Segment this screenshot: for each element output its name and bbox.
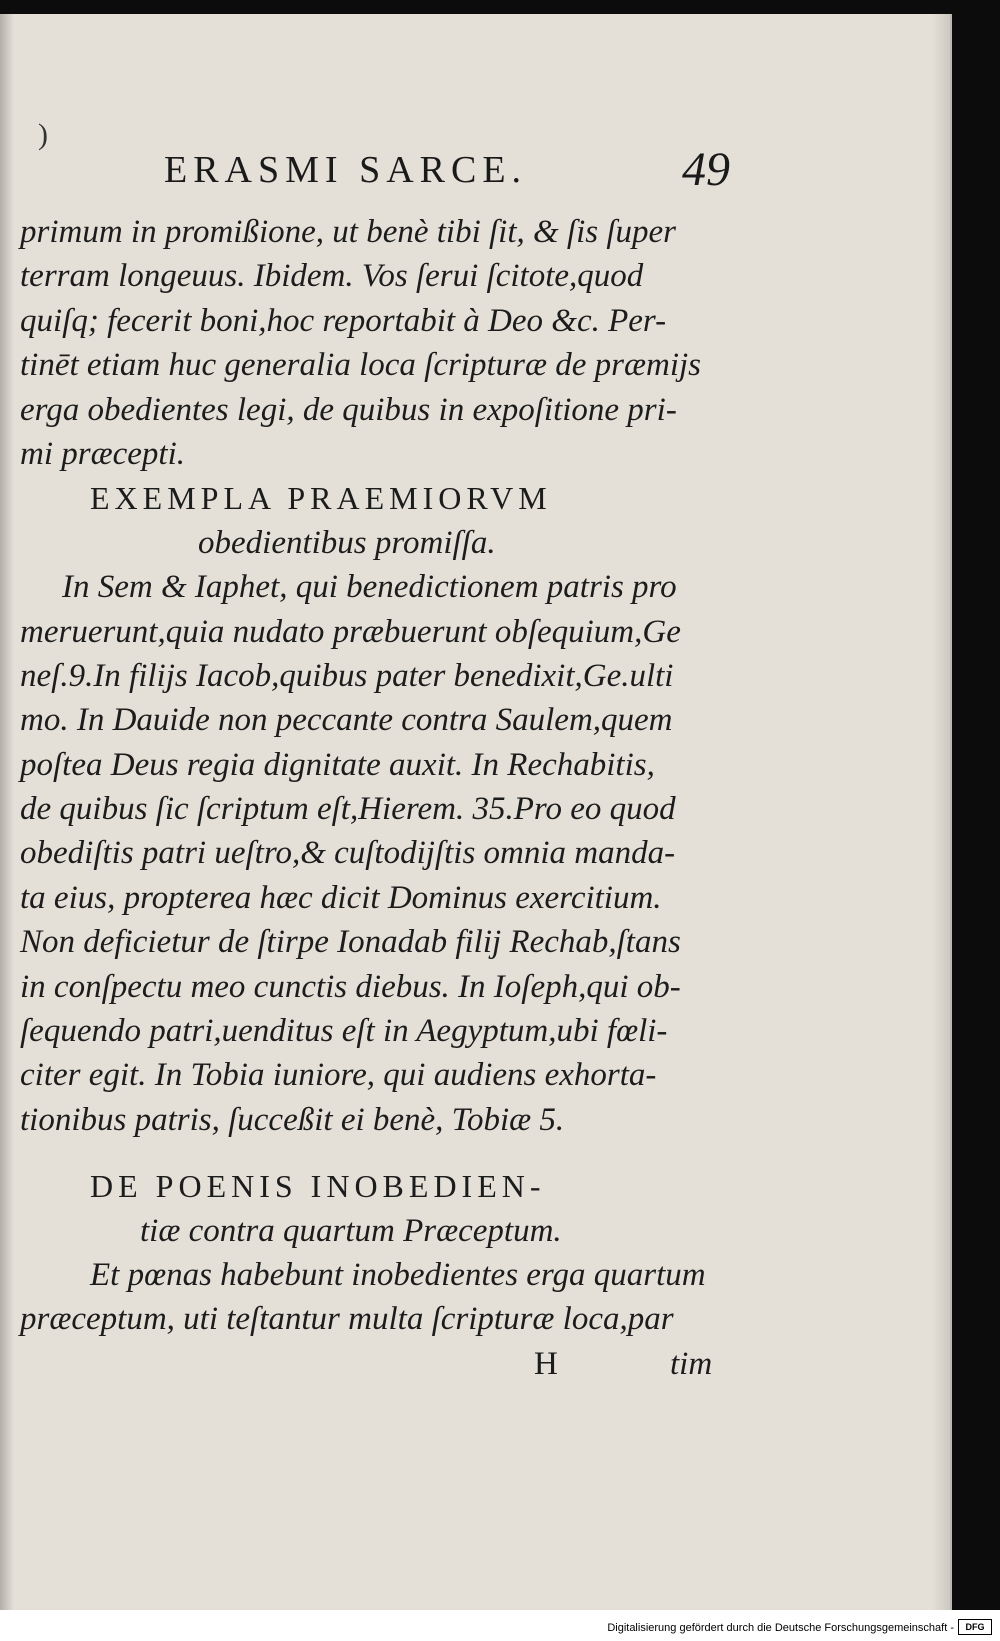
section-heading-poenis: DE POENIS INOBEDIEN- [90,1168,546,1205]
body-text [20,210,736,1386]
text-line: primum in promißione, ut benè tibi ſit, & ſis ſuper [20,214,677,250]
running-head: ERASMI SARCE. [164,149,528,191]
text-line: mi præcepti. [20,435,185,472]
section-heading-exempla: EXEMPLA PRAEMIORVM [90,480,552,517]
section-subheading-exempla: obedientibus promiſſa. [198,524,496,561]
text-line: mo. In Dauide non peccante contra Saulem,quem [20,702,673,739]
text-line: quiſq; fecerit boni,hoc reportabit à Deo &c. Per- [20,302,667,339]
text-line: in conſpectu meo cunctis diebus. In Ioſeph,qui ob- [20,968,681,1005]
text-line: de quibus ſic ſcriptum eſt,Hierem. 35.Pro eo quod [20,791,676,828]
text-line: terram longeuus. Ibidem. Vos ſerui ſcitote,quod [20,258,644,295]
page-number: 49 [682,143,730,196]
digitization-footer [0,1610,1000,1641]
text-line: Non deficietur de ſtirpe Ionadab filij Rechab,ſtans [20,924,681,961]
text-line: meruerunt,quia nudato præbuerunt obſequium,Ge [20,613,681,650]
text-line: neſ.9.In filijs Iacob,quibus pater benedixit,Ge.ulti [20,657,674,694]
text-line: præceptum, uti teſtantur multa ſcripturæ loca,par [20,1301,674,1338]
text-line: tinēt etiam huc generalia loca ſcripturæ de præmijs [20,347,702,384]
text-line: ta eius, propterea hæc dicit Dominus exercitium. [20,879,662,916]
section-subheading-poenis: tiæ contra quartum Præceptum. [140,1212,562,1249]
text-line: erga obedientes legi, de quibus in expoſitione pri- [20,391,677,428]
page-foot [20,1342,736,1386]
text-line: Et pœnas habebunt inobedientes erga quartum [90,1256,706,1293]
page-edge-shadow [932,14,950,1610]
dfg-logo-icon: DFG [958,1619,992,1635]
text-line: obediſtis patri ueſtro,& cuſtodijſtis omnia manda- [20,835,676,872]
text-line: poſtea Deus regia dignitate auxit. In Rechabitis, [20,746,655,783]
margin-mark: ) [38,118,48,151]
section-gap [20,1142,736,1164]
text-line: ſequendo patri,uenditus eſt in Aegyptum,ubi fœli- [20,1013,668,1050]
text-line: citer egit. In Tobia iuniore, qui audiens exhorta- [20,1057,657,1094]
text-line: tionibus patris, ſucceßit ei benè, Tobiæ 5. [20,1101,565,1138]
footer-credit: Digitalisierung gefördert durch die Deutsche Forschungsgemeinschaft - [607,1622,954,1634]
text-line: In Sem & Iaphet, qui benedictionem patris pro [62,569,677,606]
signature-mark: H [534,1345,558,1382]
gutter-shadow [0,14,14,1610]
catchword: tim [670,1345,713,1382]
page-header [0,143,952,208]
book-page [0,14,952,1610]
